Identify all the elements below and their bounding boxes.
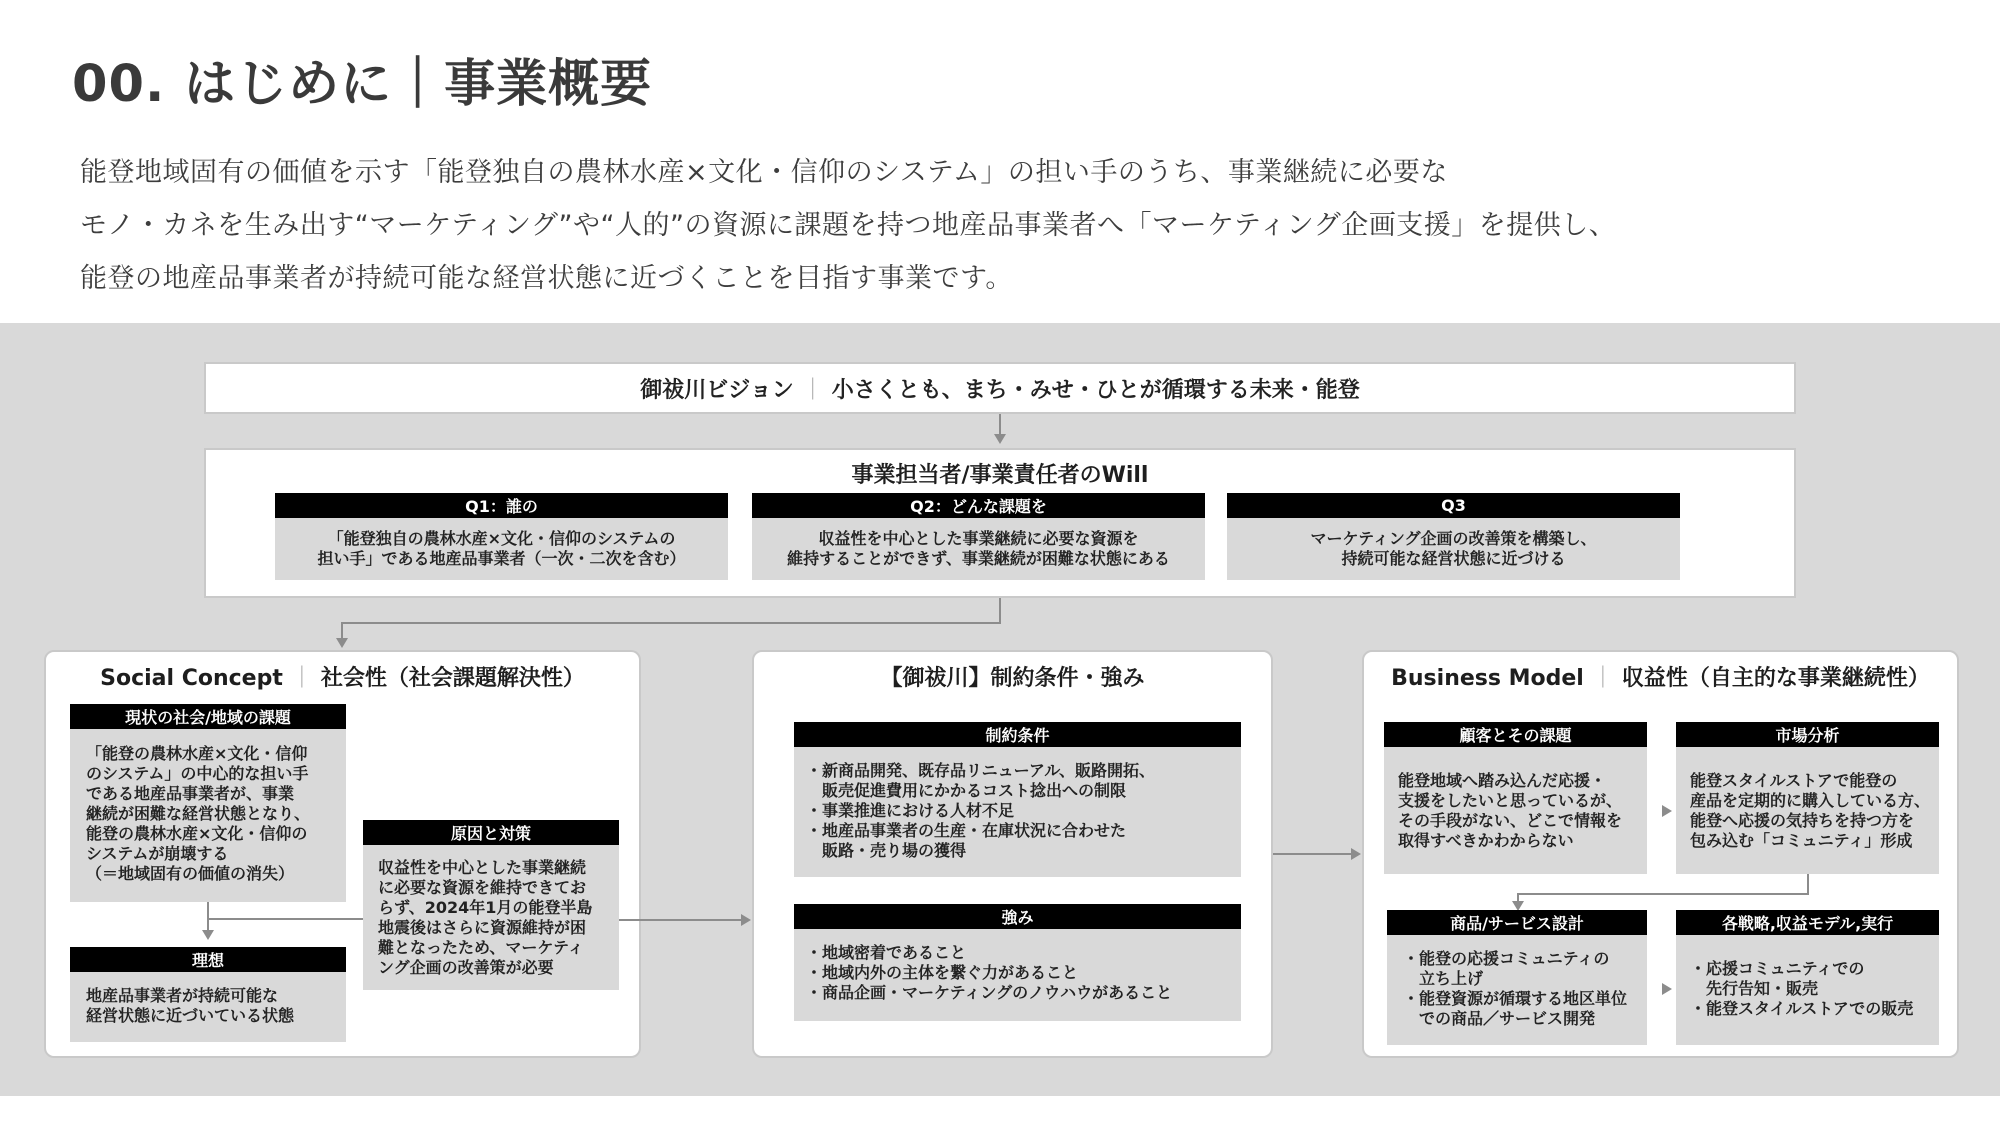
ideal-line: 地産品事業者が持続可能な xyxy=(86,986,279,1005)
limits-line: 販路・売り場の獲得 xyxy=(806,841,967,860)
social-separator: ｜ xyxy=(290,666,313,691)
vision-box xyxy=(204,362,1796,414)
intro-line-1: 能登地域固有の価値を示す「能登独自の農林水産×文化・信仰のシステム」の担い手のうち、事業継続に必要な xyxy=(80,157,1448,188)
strengths-line: ・地域密着であること xyxy=(806,943,967,962)
will-q3-content xyxy=(1227,518,1680,580)
will-q1-line: 担い手」である地産品事業者（一次・二次を含む） xyxy=(317,549,686,568)
limits-line: 販売促進費用にかかるコスト捻出への制限 xyxy=(806,781,1127,800)
product-line: ・能登の応援コミュニティの xyxy=(1403,949,1610,968)
product-line: 立ち上げ xyxy=(1403,969,1484,988)
arrow-right-icon xyxy=(1662,983,1672,995)
page-title: 00. はじめに｜事業概要 xyxy=(72,55,653,114)
will-q2-line: 維持することができず、事業継続が困難な状態にある xyxy=(787,549,1170,568)
vision-label: 御祓川ビジョン xyxy=(640,377,794,403)
ideal-head: 理想 xyxy=(70,947,346,972)
arrow-down-icon xyxy=(336,638,348,648)
limits-line: ・事業推進における人材不足 xyxy=(806,801,1015,820)
current-issue-head: 現状の社会/地域の課題 xyxy=(70,704,346,729)
connector-line xyxy=(1273,853,1351,855)
cause-line: 地震後はさらに資源維持が困 xyxy=(378,918,587,937)
limits-content xyxy=(794,747,1241,877)
strategy-head: 各戦略,収益モデル,実行 xyxy=(1676,910,1939,935)
business-title-ja: 収益性（自主的な事業継続性） xyxy=(1621,666,1930,691)
cause-head: 原因と対策 xyxy=(363,820,619,845)
will-q3-line: マーケティング企画の改善策を構築し、 xyxy=(1310,529,1597,548)
product-head: 商品/サービス設計 xyxy=(1387,910,1647,935)
customer-content xyxy=(1384,747,1647,874)
current-issue-line: 「能登の農林水産×文化・信仰 xyxy=(86,744,308,763)
social-title-en: Social Concept xyxy=(100,666,283,691)
current-issue-content xyxy=(70,729,346,902)
customer-line: その手段がない、どこで情報を xyxy=(1398,811,1623,830)
business-title-en: Business Model xyxy=(1391,666,1584,691)
limits-head: 制約条件 xyxy=(794,722,1241,747)
cause-line: 難となったため、マーケティ xyxy=(378,938,584,957)
customer-line: 能登地域へ踏み込んだ応援・ xyxy=(1398,771,1607,790)
connector-line xyxy=(1807,874,1809,894)
strategy-line: ・応援コミュニティでの xyxy=(1690,959,1865,978)
arrow-right-icon xyxy=(741,914,751,926)
arrow-right-icon xyxy=(1351,848,1361,860)
cause-line: らず、2024年1月の能登半島 xyxy=(378,898,593,917)
connector-line xyxy=(208,918,363,920)
current-issue-line: のシステム」の中心的な担い手 xyxy=(86,764,309,783)
product-content xyxy=(1387,935,1647,1045)
cause-line: ング企画の改善策が必要 xyxy=(378,958,554,977)
customer-head: 顧客とその課題 xyxy=(1384,722,1647,747)
arrow-down-icon xyxy=(202,930,214,940)
current-issue-line: 継続が困難な経営状態となり、 xyxy=(86,804,311,823)
strengths-line: ・地域内外の主体を繋ぐ力があること xyxy=(806,963,1079,982)
will-q3-line: 持続可能な経営状態に近づける xyxy=(1341,549,1566,568)
will-q1-head: Q1：誰の xyxy=(275,493,728,518)
social-title-ja: 社会性（社会課題解決性） xyxy=(320,666,585,691)
connector-line xyxy=(341,622,343,638)
connector-line xyxy=(999,414,1001,434)
cause-line: に必要な資源を維持できてお xyxy=(378,878,587,897)
connector-line xyxy=(207,902,209,930)
strengths-line: ・商品企画・マーケティングのノウハウがあること xyxy=(806,983,1173,1002)
limits-line: ・新商品開発、既存品リニューアル、販路開拓、 xyxy=(806,761,1155,780)
strategy-line: 先行告知・販売 xyxy=(1690,979,1819,998)
connector-line xyxy=(341,622,1001,624)
market-line: 包み込む「コミュニティ」形成 xyxy=(1690,831,1913,850)
will-q2-line: 収益性を中心とした事業継続に必要な資源を xyxy=(818,529,1139,548)
arrow-right-icon xyxy=(1662,805,1672,817)
connector-line xyxy=(619,919,741,921)
cause-content xyxy=(363,845,619,990)
current-issue-line: （＝地域固有の価値の消失） xyxy=(86,864,295,883)
will-q1-line: 「能登独自の農林水産×文化・信仰のシステムの xyxy=(327,529,676,548)
ideal-line: 経営状態に近づいている状態 xyxy=(86,1006,295,1025)
product-line: ・能登資源が循環する地区単位 xyxy=(1403,989,1628,1008)
market-head: 市場分析 xyxy=(1676,722,1939,747)
current-issue-line: 能登の農林水産×文化・信仰の xyxy=(86,824,308,843)
intro-line-3: 能登の地産品事業者が持続可能な経営状態に近づくことを目指す事業です。 xyxy=(80,263,1013,294)
business-separator: ｜ xyxy=(1591,666,1614,691)
market-line: 能登へ応援の気持ちを持つ方を xyxy=(1690,811,1915,830)
vision-separator: ｜ xyxy=(801,377,824,403)
customer-line: 支援をしたいと思っているが、 xyxy=(1398,791,1623,810)
current-issue-line: である地産品事業者が、事業 xyxy=(86,784,295,803)
will-q1-content xyxy=(275,518,728,580)
connector-line xyxy=(1517,893,1809,895)
cause-line: 収益性を中心とした事業継続 xyxy=(378,858,587,877)
market-content xyxy=(1676,747,1939,874)
strengths-head: 強み xyxy=(794,904,1241,929)
connector-line xyxy=(999,598,1001,623)
will-q2-head: Q2：どんな課題を xyxy=(752,493,1205,518)
current-issue-line: システムが崩壊する xyxy=(86,844,229,863)
vision-text: 小さくとも、まち・みせ・ひとが循環する未来・能登 xyxy=(831,377,1360,403)
strategy-content xyxy=(1676,935,1939,1045)
strengths-content xyxy=(794,929,1241,1021)
connector-line xyxy=(1517,893,1519,901)
product-line: での商品／サービス開発 xyxy=(1403,1009,1596,1028)
ideal-content xyxy=(70,972,346,1042)
strategy-line: ・能登スタイルストアでの販売 xyxy=(1690,999,1914,1018)
will-title: 事業担当者/事業責任者のWill xyxy=(851,463,1149,488)
arrow-down-icon xyxy=(994,434,1006,444)
constraints-title: 【御祓川】制約条件・強み xyxy=(880,666,1145,691)
intro-line-2: モノ・カネを生み出す“マーケティング”や“人的”の資源に課題を持つ地産品事業者へ「マーケティング企画支援」を提供し、 xyxy=(80,210,1617,241)
will-q2-content xyxy=(752,518,1205,580)
customer-line: 取得すべきかわからない xyxy=(1398,831,1574,850)
market-line: 能登スタイルストアで能登の xyxy=(1690,771,1898,790)
will-q3-head: Q3 xyxy=(1227,493,1680,518)
limits-line: ・地産品事業者の生産・在庫状況に合わせた xyxy=(806,821,1127,840)
market-line: 産品を定期的に購入している方、 xyxy=(1690,791,1931,810)
